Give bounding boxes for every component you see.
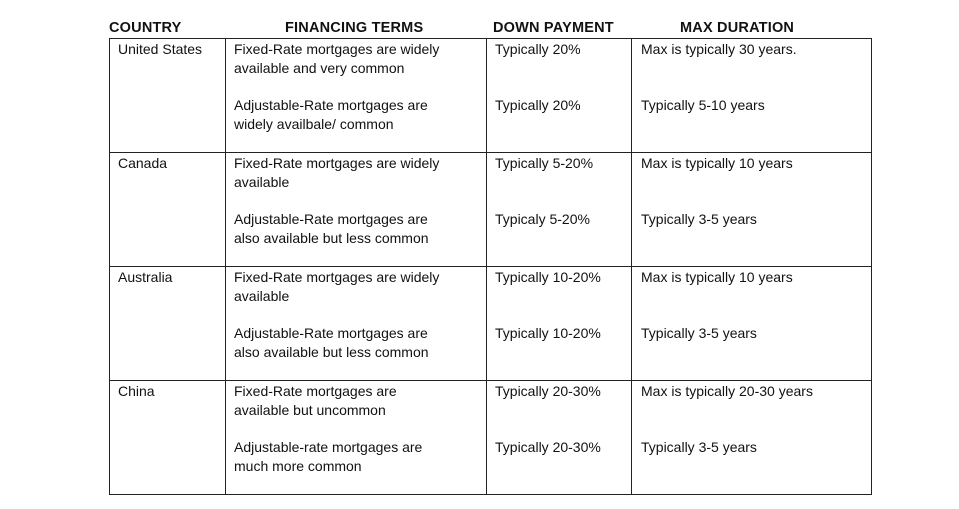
down-payment-text: Typically 20% [495, 97, 581, 113]
term-line: also available but less common [234, 344, 429, 360]
max-duration-value [632, 267, 871, 324]
term-line: Adjustable-Rate mortgages are [234, 97, 428, 113]
term-item [226, 96, 486, 152]
down-payment-cell [487, 267, 632, 381]
financing-terms-cell [226, 39, 487, 153]
down-payment-value [487, 39, 631, 96]
max-duration-value [632, 153, 871, 210]
max-duration-cell [632, 381, 872, 495]
term-line: available [234, 174, 290, 190]
term-item [226, 438, 486, 494]
max-duration-text: Typically 3-5 years [641, 211, 757, 227]
term-line: much more common [234, 458, 362, 474]
max-duration-value [632, 39, 871, 96]
max-duration-cell [632, 39, 872, 153]
table-row [110, 267, 872, 381]
term-line: Adjustable-Rate mortgages are [234, 325, 428, 341]
country-name: United States [118, 41, 203, 57]
header-financing-terms: FINANCING TERMS [285, 20, 424, 36]
term-line: available and very common [234, 60, 405, 76]
term-line: Fixed-Rate mortgages are widely [234, 41, 440, 57]
max-duration-text: Typically 5-10 years [641, 97, 765, 113]
down-payment-text: Typicaly 5-20% [495, 211, 590, 227]
max-duration-value [632, 96, 871, 152]
max-duration-cell [632, 153, 872, 267]
country-name: China [118, 383, 155, 399]
max-duration-text: Typically 3-5 years [641, 325, 757, 341]
down-payment-value [487, 438, 631, 494]
down-payment-text: Typically 20-30% [495, 383, 601, 399]
table-header-row [109, 20, 871, 38]
max-duration-value [632, 210, 871, 266]
down-payment-text: Typically 5-20% [495, 155, 594, 171]
term-line: Fixed-Rate mortgages are widely [234, 155, 440, 171]
country-cell [110, 381, 226, 495]
country-cell [110, 267, 226, 381]
down-payment-value [487, 153, 631, 210]
max-duration-cell [632, 267, 872, 381]
country-cell [110, 39, 226, 153]
term-line: available but uncommon [234, 402, 386, 418]
down-payment-cell [487, 381, 632, 495]
term-item [226, 210, 486, 266]
term-line: widely availbale/ common [234, 116, 394, 132]
down-payment-value [487, 210, 631, 266]
max-duration-text: Max is typically 10 years [641, 269, 793, 285]
max-duration-text: Max is typically 20-30 years [641, 383, 813, 399]
term-line: available [234, 288, 290, 304]
term-item [226, 153, 486, 210]
financing-terms-cell [226, 267, 487, 381]
header-max-duration: MAX DURATION [680, 20, 795, 36]
header-country: COUNTRY [109, 20, 182, 36]
max-duration-text: Max is typically 30 years. [641, 41, 797, 57]
term-line: also available but less common [234, 230, 429, 246]
financing-terms-cell [226, 381, 487, 495]
term-line: Fixed-Rate mortgages are widely [234, 269, 440, 285]
down-payment-value [487, 324, 631, 380]
down-payment-text: Typically 10-20% [495, 325, 601, 341]
country-name: Australia [118, 269, 173, 285]
down-payment-cell [487, 153, 632, 267]
term-item [226, 381, 486, 438]
term-item [226, 39, 486, 96]
down-payment-text: Typically 10-20% [495, 269, 601, 285]
table-row [110, 39, 872, 153]
financing-terms-cell [226, 153, 487, 267]
header-down-payment: DOWN PAYMENT [493, 20, 614, 36]
term-line: Fixed-Rate mortgages are [234, 383, 397, 399]
max-duration-text: Max is typically 10 years [641, 155, 793, 171]
down-payment-text: Typically 20% [495, 41, 581, 57]
term-line: Adjustable-rate mortgages are [234, 439, 423, 455]
term-item [226, 267, 486, 324]
mortgage-table [109, 38, 872, 495]
table-row [110, 153, 872, 267]
down-payment-text: Typically 20-30% [495, 439, 601, 455]
max-duration-value [632, 381, 871, 438]
country-name: Canada [118, 155, 168, 171]
term-line: Adjustable-Rate mortgages are [234, 211, 428, 227]
country-cell [110, 153, 226, 267]
max-duration-text: Typically 3-5 years [641, 439, 757, 455]
max-duration-value [632, 438, 871, 494]
down-payment-cell [487, 39, 632, 153]
down-payment-value [487, 96, 631, 152]
term-item [226, 324, 486, 380]
down-payment-value [487, 267, 631, 324]
max-duration-value [632, 324, 871, 380]
down-payment-value [487, 381, 631, 438]
table-row [110, 381, 872, 495]
